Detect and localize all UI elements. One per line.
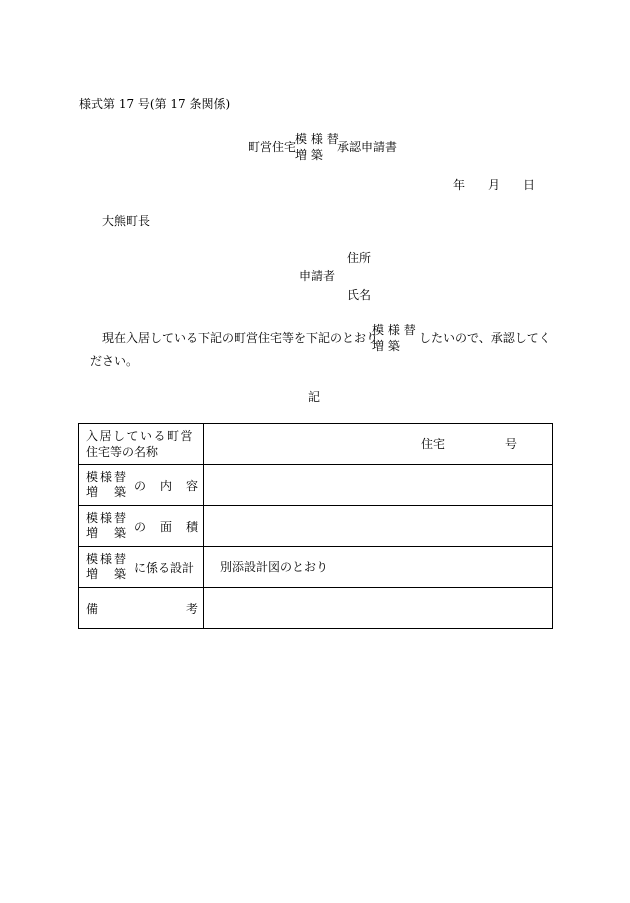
title-stack-char: 様 (310, 132, 323, 146)
row5-label-left: 備 (86, 601, 99, 616)
stack-char: 替 (113, 470, 126, 484)
stack-char: 模 (86, 552, 99, 566)
label-cell (79, 588, 204, 629)
tail-char: の (134, 478, 147, 493)
stack-char: 築 (113, 526, 126, 540)
value-cell (204, 588, 553, 629)
row4-label-stack (86, 552, 126, 582)
stack-char: 模 (86, 470, 99, 484)
form-number: 様式第 17 号(第 17 条関係) (79, 97, 231, 111)
application-table (78, 423, 553, 629)
table-row (79, 506, 553, 547)
stack-char: 築 (113, 485, 126, 499)
stack-char: 増 (86, 567, 99, 581)
title-stack-char: 築 (310, 148, 323, 162)
date-day: 日 (523, 178, 536, 192)
row2-label-tail (134, 477, 198, 494)
tail-char: 内 (159, 478, 172, 493)
stack-char: 替 (113, 511, 126, 525)
stack-char: 増 (86, 485, 99, 499)
row3-label-stack (86, 511, 126, 541)
body-stack (372, 322, 416, 354)
applicant-name-label: 氏名 (347, 288, 372, 302)
value-cell (204, 506, 553, 547)
row1-value-housing: 住宅 (421, 437, 446, 451)
title-stack-char: 模 (295, 132, 308, 146)
table-row (79, 424, 553, 465)
ki-heading: 記 (308, 390, 321, 404)
stack-char: 模 (86, 511, 99, 525)
tail-char: 積 (185, 519, 198, 534)
label-cell (79, 547, 204, 588)
row4-label-tail: に係る設計 (134, 560, 195, 575)
body-line1-before: 現在入居している下記の町営住宅等を下記のとおり (102, 331, 379, 345)
row4-value: 別添設計図のとおり (220, 560, 329, 574)
stack-char: 替 (113, 552, 126, 566)
addressee: 大熊町長 (102, 214, 151, 228)
value-cell (204, 547, 553, 588)
row1-value-number: 号 (505, 437, 518, 451)
date-month: 月 (488, 178, 501, 192)
stack-char: 様 (99, 552, 112, 566)
label-cell (79, 424, 204, 465)
label-cell (79, 506, 204, 547)
table-row (79, 588, 553, 629)
tail-char: の (134, 519, 147, 534)
body-stack-char: 増 (372, 339, 385, 353)
row1-label-line2: 住宅等の名称 (86, 445, 159, 459)
stack-char: 様 (99, 511, 112, 525)
title-stack-char: 替 (326, 132, 339, 146)
body-line2: ださい。 (90, 354, 139, 368)
body-line1-after: したいので、承認してく (419, 331, 551, 345)
applicant-role-label: 申請者 (299, 269, 336, 283)
body-stack-char: 模 (372, 323, 385, 337)
body-stack-char: 様 (387, 323, 400, 337)
row5-label-right: 考 (185, 601, 198, 616)
stack-char: 築 (113, 567, 126, 581)
table-row (79, 465, 553, 506)
date-year: 年 (453, 178, 466, 192)
value-cell (204, 465, 553, 506)
row1-label-line1: 入居している町営 (86, 429, 195, 443)
table-row (79, 547, 553, 588)
body-stack-char: 築 (387, 339, 400, 353)
tail-char: 面 (159, 519, 172, 534)
title-stack-char: 増 (295, 148, 308, 162)
title-prefix: 町営住宅 (248, 140, 297, 154)
title-suffix: 承認申請書 (337, 140, 398, 154)
stack-char: 様 (99, 470, 112, 484)
row2-label-stack (86, 470, 126, 500)
body-stack-char: 替 (403, 323, 416, 337)
tail-char: 容 (185, 478, 198, 493)
applicant-address-label: 住所 (347, 251, 372, 265)
value-cell (204, 424, 553, 465)
row3-label-tail (134, 518, 198, 535)
stack-char: 増 (86, 526, 99, 540)
label-cell (79, 465, 204, 506)
